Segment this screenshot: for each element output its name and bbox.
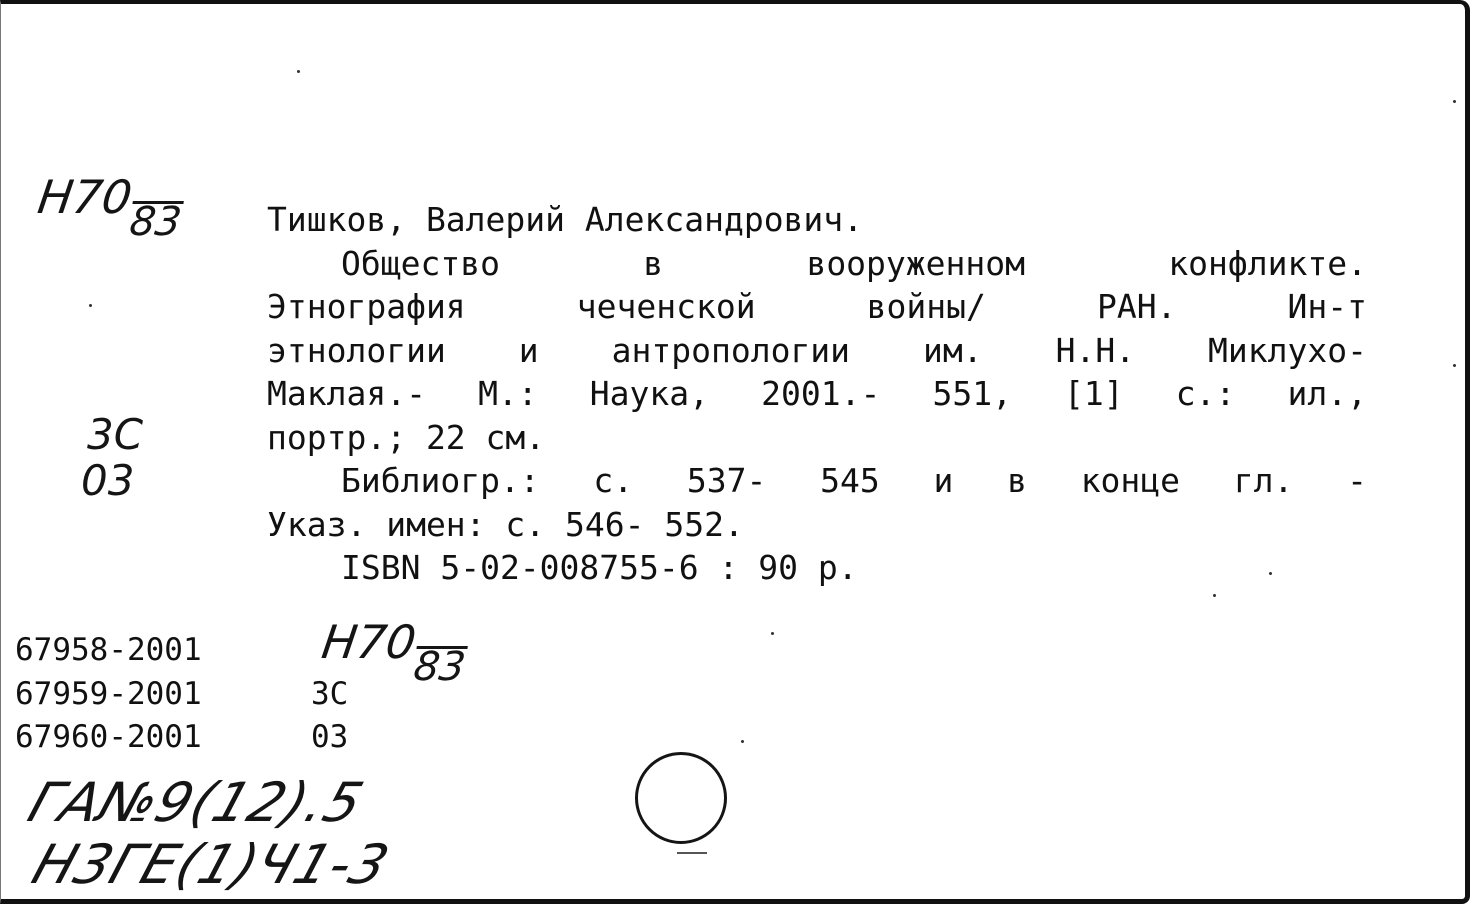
scan-speck — [1453, 364, 1456, 367]
record-title-line1: Общество в вооруженном конфликте. — [341, 243, 1367, 283]
handwritten-dept-3c: 3С — [87, 410, 144, 459]
inventory-code-main: Н70 — [318, 615, 420, 669]
handwritten-shelf-code — [32, 170, 187, 245]
record-title-line5: портр.; 22 см. — [267, 417, 546, 457]
handwritten-dept-03: 03 — [81, 456, 135, 505]
inventory-row — [15, 673, 348, 717]
handwritten-inventory-code — [316, 615, 471, 690]
stamp-mark — [677, 852, 707, 854]
inventory-row — [15, 716, 348, 760]
inventory-code: 3С — [311, 675, 349, 712]
record-author: Тишков, Валерий Александрович. — [267, 200, 864, 239]
handwritten-note-2: Н3ГЕ(1)Ч1-3 — [24, 833, 398, 896]
record-title-line2: Этнография чеченской войны/ РАН. Ин-т — [267, 287, 1367, 326]
inventory-number: 67958-2001 — [15, 632, 202, 668]
record-isbn: ISBN 5-02-008755-6 : 90 р. — [341, 548, 858, 587]
record-note-line2: Указ. имен: с. 546- 552. — [267, 504, 744, 544]
punch-hole-circle — [635, 752, 727, 844]
scan-speck — [297, 70, 300, 73]
scan-speck — [89, 304, 92, 307]
inventory-code: 03 — [311, 719, 349, 755]
inventory-row — [15, 629, 348, 673]
inventory-code-sub: 83 — [410, 644, 469, 690]
scan-speck — [1213, 594, 1216, 597]
shelf-code-sub: 83 — [126, 199, 185, 245]
inventory-number: 67959-2001 — [15, 675, 202, 712]
scan-speck — [771, 632, 774, 635]
record-title-line3: этнологии и антропологии им. Н.Н. Миклухо- — [267, 330, 1367, 370]
inventory-list — [15, 629, 348, 760]
scan-speck — [1269, 572, 1272, 575]
scan-speck — [1453, 100, 1456, 103]
record-title-line4: Маклая.- М.: Наука, 2001.- 551, [1] с.: ил., — [267, 374, 1367, 413]
record-note-line1: Библиогр.: с. 537- 545 и в конце гл. - — [341, 461, 1367, 500]
bibliographic-record — [267, 198, 1367, 590]
scan-speck — [741, 740, 744, 743]
inventory-number: 67960-2001 — [15, 719, 202, 755]
handwritten-note-1: ГА№9(12).5 — [20, 771, 372, 834]
shelf-code-main: Н70 — [34, 170, 136, 224]
